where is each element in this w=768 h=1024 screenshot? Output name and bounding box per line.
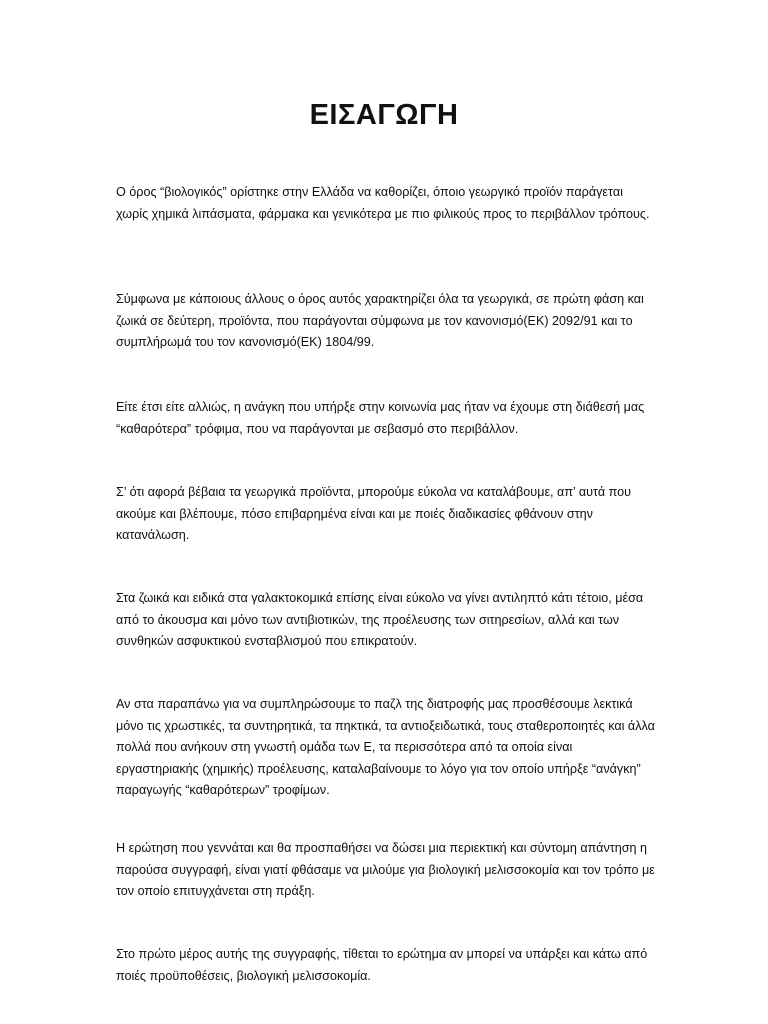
paragraph-question: Η ερώτηση που γεννάται και θα προσπαθήσει να δώσει μια περιεκτική και σύντομη απάντηση η παρούσα συγγραφή, είναι γιατί φθάσαμε να μιλούμε για βιολογική μελισσοκομία και τον τρόπο με τον οποίο επιτυγχάνεται στη πράξη.	[116, 841, 655, 898]
paragraph-agricultural-products: Σ’ ότι αφορά βέβαια τα γεωργικά προϊόντα, μπορούμε εύκολα να καταλάβουμε, απ’ αυτά που ακούμε και βλέπουμε, πόσο επιβαρημένα είναι και με ποιές διαδικασίες φθάνουν στην κατανάλωση.	[116, 485, 632, 542]
paragraph-first-part: Στο πρώτο μέρος αυτής της συγγραφής, τίθεται το ερώτημα αν μπορεί να υπάρξει και κάτω από ποιές προϋποθέσεις, βιολογική μελισσοκομία.	[116, 947, 648, 983]
paragraph-need: Είτε έτσι είτε αλλιώς, η ανάγκη που υπήρξε στην κοινωνία μας ήταν να έχουμε στη διάθεσή μας “καθαρότερα” τρόφιμα, που να παράγονται με σεβασμό στο περιβάλλον.	[116, 400, 645, 436]
paragraph-definition: Ο όρος “βιολογικός” ορίστηκε στην Ελλάδα να καθορίζει, όποιο γεωργικό προϊόν παράγεται χωρίς χημικά λιπάσματα, φάρμακα και γενικότερα με πιο φιλικούς προς το περιβάλλον τρόπους.	[116, 185, 650, 221]
paragraph-additives: Αν στα παραπάνω για να συμπληρώσουμε το παζλ της διατροφής μας προσθέσουμε λεκτικά μόνο τις χρωστικές, τα συντηρητικά, τα πηκτικά, τα αντιοξειδωτικά, τους σταθεροποιητές και άλλα πολλά που ανήκουν στη γνωστή ομάδα των Ε, τα περισσότερα από τα οποία είναι εργαστηριακής (χημικής) προέλευσης, καταλαβαίνουμε το λόγο για τον οποίο υπήρξε “ανάγκη” παραγωγής “καθαρότερων” τροφίμων.	[116, 697, 655, 797]
paragraph-regulation: Σύμφωνα με κάποιους άλλους ο όρος αυτός χαρακτηρίζει όλα τα γεωργικά, σε πρώτη φάση και ζωικά σε δεύτερη, προϊόντα, που παράγονται σύμφωνα με τον κανονισμό(ΕΚ) 2092/91 και το συμπλήρωμά του τον κανονισμό(ΕΚ) 1804/99.	[116, 292, 644, 349]
page-title: ΕΙΣΑΓΩΓΗ	[309, 99, 459, 131]
paragraph-dairy: Στα ζωικά και ειδικά στα γαλακτοκομικά επίσης είναι εύκολο να γίνει αντιληπτό κάτι τέτοιο, μέσα από το άκουσμα και μόνο των αντιβιοτικών, της προέλευσης των σιτηρεσίων, αλλά και των συνθηκών ασφυκτικού ενσταβλισμού που επικρατούν.	[116, 591, 644, 648]
